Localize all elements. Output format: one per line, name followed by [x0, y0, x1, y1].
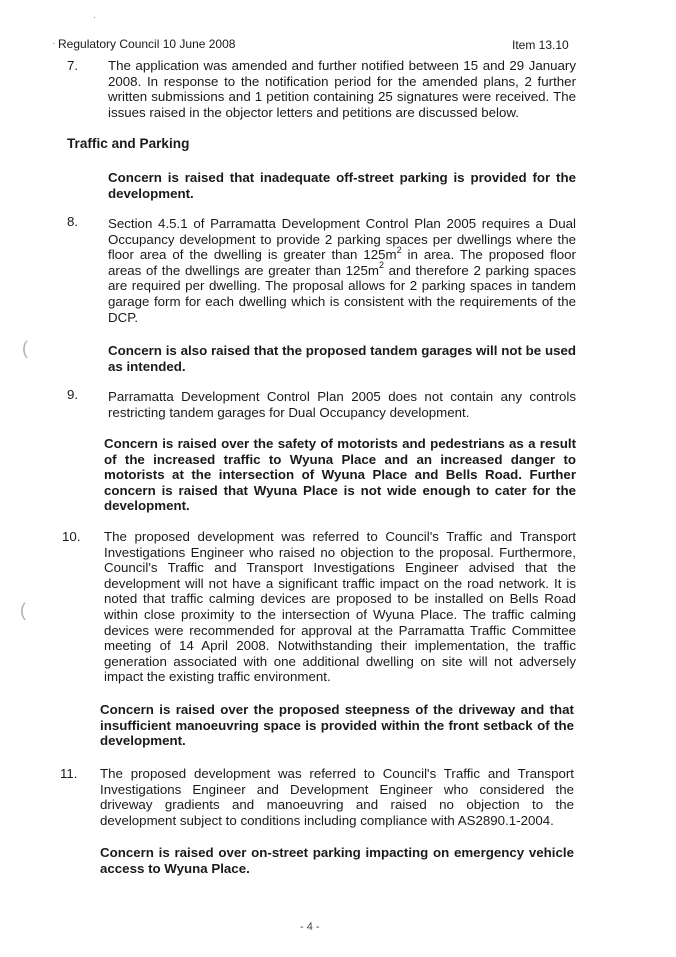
header-meeting-title: Regulatory Council 10 June 2008 — [58, 37, 236, 51]
header-item-number: Item 13.10 — [512, 38, 569, 52]
concern-statement: Concern is raised over the proposed steepness of the driveway and that insufficient manoeuvring space is provided within the front setback of the development. — [100, 702, 574, 749]
scan-speck: · — [93, 12, 97, 23]
item-number: 9. — [67, 387, 79, 402]
item-paragraph: The proposed development was referred to Council's Traffic and Transport Investigations Engineer and Development Engineer who considered the driveway gradients and manoeuvring and raised no objection to the development subject to conditions including compliance with AS2890.1-2004. — [100, 766, 574, 828]
item-paragraph: Section 4.5.1 of Parramatta Development Control Plan 2005 requires a Dual Occupancy development to provide 2 parking spaces per dwellings where the floor area of the dwelling is greater than $125m^2$ in area. The proposed floor areas of the dwellings are greater than $125m^2$ and therefore 2 parking spaces are required per dwelling. The proposal allows for 2 parking spaces in tandem garage form for each dwelling which is consistent with the requirements of the DCP. — [108, 216, 576, 325]
item-number: 11. — [60, 766, 78, 781]
item-number: 7. — [67, 58, 79, 73]
concern-statement: Concern is raised over the safety of motorists and pedestrians as a result of the increased traffic to Wyuna Place and an increased danger to motorists at the intersection of Wyuna Place and Bells Road. Further concern is raised that Wyuna Place is not wide enough to cater for the development. — [104, 436, 576, 514]
page-number: - 4 - — [300, 921, 320, 933]
concern-statement: Concern is raised over on-street parking impacting on emergency vehicle access to Wyuna Place. — [100, 845, 574, 876]
concern-statement: Concern is also raised that the proposed tandem garages will not be used as intended. — [108, 343, 576, 374]
scan-speck: · — [52, 38, 56, 49]
item-paragraph: The application was amended and further notified between 15 and 29 January 2008. In response to the notification period for the amended plans, 2 further written submissions and 1 petition containing 25 signatures were received. The issues raised in the objector letters and petitions are discussed below. — [108, 58, 576, 120]
item-number: 10. — [62, 529, 81, 544]
scan-margin-mark: ( — [20, 600, 26, 620]
concern-statement: Concern is raised that inadequate off-street parking is provided for the development. — [108, 170, 576, 201]
item-paragraph: The proposed development was referred to Council's Traffic and Transport Investigations Engineer who raised no objection to the proposal. Furthermore, Council's Traffic and Transport Investigations Engineer advised that the development will not have a significant traffic impact on the road network. It is noted that traffic calming devices are proposed to be installed on Bells Road within close proximity to the intersection of Wyuna Place. The traffic calming devices were recommended for approval at the Parramatta Traffic Committee meeting of 14 April 2008. Notwithstanding their implementation, the traffic generation associated with one additional dwelling on site will not adversely impact the existing traffic environment. — [104, 529, 576, 685]
scan-margin-mark: ( — [22, 338, 28, 358]
item-number: 8. — [67, 214, 79, 229]
item-paragraph: Parramatta Development Control Plan 2005 does not contain any controls restricting tandem garages for Dual Occupancy development. — [108, 389, 576, 420]
section-heading: Traffic and Parking — [67, 136, 190, 151]
